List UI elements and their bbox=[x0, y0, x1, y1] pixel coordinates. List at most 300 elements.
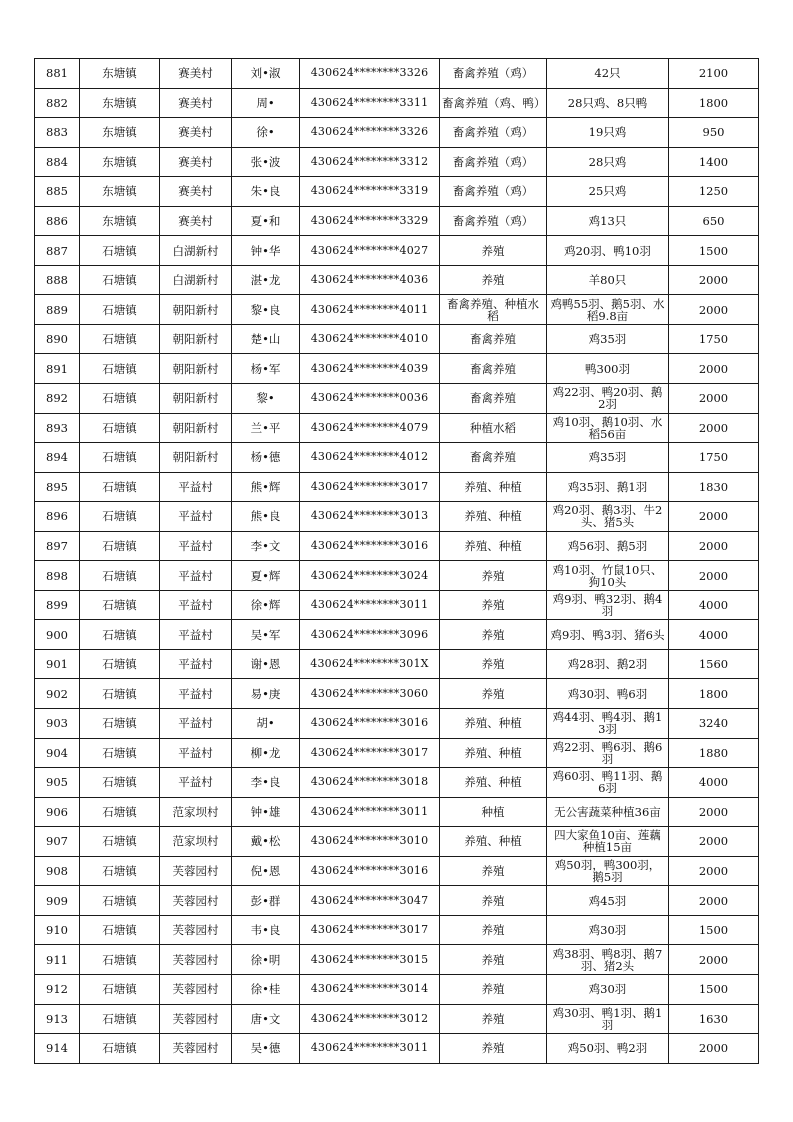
id-number-cell: 430624********0036 bbox=[300, 384, 440, 414]
name-cell: 熊•良 bbox=[232, 502, 300, 532]
name-cell: 易•庚 bbox=[232, 679, 300, 709]
project-type-cell: 养殖、种植 bbox=[440, 502, 547, 532]
project-type-cell: 畜禽养殖 bbox=[440, 384, 547, 414]
scale-cell: 鸡22羽、鸭6羽、鹅6羽 bbox=[547, 738, 669, 768]
name-cell: 夏•辉 bbox=[232, 561, 300, 591]
village-cell: 赛美村 bbox=[160, 88, 232, 118]
project-type-cell: 养殖 bbox=[440, 915, 547, 945]
village-cell: 芙蓉园村 bbox=[160, 1034, 232, 1064]
row-number: 900 bbox=[35, 620, 80, 650]
amount-cell: 2000 bbox=[669, 354, 759, 384]
table-row bbox=[35, 1034, 759, 1064]
table-row bbox=[35, 915, 759, 945]
id-number-cell: 430624********3017 bbox=[300, 915, 440, 945]
project-type-cell: 养殖、种植 bbox=[440, 738, 547, 768]
name-cell: 韦•良 bbox=[232, 915, 300, 945]
town-cell: 石塘镇 bbox=[80, 738, 160, 768]
name-cell: 朱•良 bbox=[232, 177, 300, 207]
id-number-cell: 430624********301X bbox=[300, 649, 440, 679]
id-number-cell: 430624********3012 bbox=[300, 1004, 440, 1034]
row-number: 892 bbox=[35, 384, 80, 414]
town-cell: 石塘镇 bbox=[80, 797, 160, 827]
village-cell: 芙蓉园村 bbox=[160, 945, 232, 975]
name-cell: 熊•辉 bbox=[232, 472, 300, 502]
row-number: 912 bbox=[35, 974, 80, 1004]
amount-cell: 2000 bbox=[669, 886, 759, 916]
amount-cell: 1750 bbox=[669, 443, 759, 473]
name-cell: 黎•良 bbox=[232, 295, 300, 325]
village-cell: 芙蓉园村 bbox=[160, 974, 232, 1004]
village-cell: 平益村 bbox=[160, 561, 232, 591]
town-cell: 石塘镇 bbox=[80, 915, 160, 945]
town-cell: 石塘镇 bbox=[80, 324, 160, 354]
village-cell: 平益村 bbox=[160, 768, 232, 798]
amount-cell: 2000 bbox=[669, 384, 759, 414]
id-number-cell: 430624********4027 bbox=[300, 236, 440, 266]
scale-cell: 鸡9羽、鸭3羽、猪6头 bbox=[547, 620, 669, 650]
row-number: 904 bbox=[35, 738, 80, 768]
id-number-cell: 430624********3011 bbox=[300, 590, 440, 620]
name-cell: 周• bbox=[232, 88, 300, 118]
table-row bbox=[35, 236, 759, 266]
id-number-cell: 430624********3329 bbox=[300, 206, 440, 236]
id-number-cell: 430624********4079 bbox=[300, 413, 440, 443]
project-type-cell: 养殖 bbox=[440, 886, 547, 916]
name-cell: 倪•恩 bbox=[232, 856, 300, 886]
id-number-cell: 430624********4036 bbox=[300, 265, 440, 295]
row-number: 890 bbox=[35, 324, 80, 354]
village-cell: 朝阳新村 bbox=[160, 295, 232, 325]
scale-cell: 羊80只 bbox=[547, 265, 669, 295]
id-number-cell: 430624********3319 bbox=[300, 177, 440, 207]
project-type-cell: 种植 bbox=[440, 797, 547, 827]
village-cell: 芙蓉园村 bbox=[160, 915, 232, 945]
name-cell: 杨•德 bbox=[232, 443, 300, 473]
village-cell: 朝阳新村 bbox=[160, 324, 232, 354]
town-cell: 石塘镇 bbox=[80, 561, 160, 591]
table-row bbox=[35, 620, 759, 650]
scale-cell: 鸡50羽，鸭300羽，鹅5羽 bbox=[547, 856, 669, 886]
amount-cell: 1500 bbox=[669, 236, 759, 266]
village-cell: 赛美村 bbox=[160, 147, 232, 177]
row-number: 887 bbox=[35, 236, 80, 266]
row-number: 882 bbox=[35, 88, 80, 118]
table-row bbox=[35, 679, 759, 709]
amount-cell: 1500 bbox=[669, 915, 759, 945]
town-cell: 石塘镇 bbox=[80, 236, 160, 266]
table-row bbox=[35, 88, 759, 118]
scale-cell: 28只鸡 bbox=[547, 147, 669, 177]
name-cell: 戴•松 bbox=[232, 827, 300, 857]
row-number: 884 bbox=[35, 147, 80, 177]
town-cell: 石塘镇 bbox=[80, 856, 160, 886]
id-number-cell: 430624********3013 bbox=[300, 502, 440, 532]
row-number: 914 bbox=[35, 1034, 80, 1064]
table-row bbox=[35, 443, 759, 473]
amount-cell: 2000 bbox=[669, 413, 759, 443]
id-number-cell: 430624********3024 bbox=[300, 561, 440, 591]
amount-cell: 2000 bbox=[669, 561, 759, 591]
table-body bbox=[35, 59, 759, 1064]
amount-cell: 3240 bbox=[669, 709, 759, 739]
id-number-cell: 430624********3014 bbox=[300, 974, 440, 1004]
village-cell: 朝阳新村 bbox=[160, 413, 232, 443]
table-row bbox=[35, 649, 759, 679]
id-number-cell: 430624********3016 bbox=[300, 856, 440, 886]
table-row bbox=[35, 384, 759, 414]
village-cell: 白湖新村 bbox=[160, 236, 232, 266]
name-cell: 夏•和 bbox=[232, 206, 300, 236]
project-type-cell: 养殖 bbox=[440, 561, 547, 591]
scale-cell: 鸭300羽 bbox=[547, 354, 669, 384]
id-number-cell: 430624********3060 bbox=[300, 679, 440, 709]
scale-cell: 25只鸡 bbox=[547, 177, 669, 207]
town-cell: 石塘镇 bbox=[80, 768, 160, 798]
amount-cell: 2000 bbox=[669, 827, 759, 857]
table-row bbox=[35, 472, 759, 502]
row-number: 881 bbox=[35, 59, 80, 89]
table-row bbox=[35, 177, 759, 207]
name-cell: 钟•雄 bbox=[232, 797, 300, 827]
row-number: 908 bbox=[35, 856, 80, 886]
amount-cell: 1750 bbox=[669, 324, 759, 354]
row-number: 898 bbox=[35, 561, 80, 591]
amount-cell: 2000 bbox=[669, 945, 759, 975]
id-number-cell: 430624********3017 bbox=[300, 472, 440, 502]
table-row bbox=[35, 118, 759, 148]
table-row bbox=[35, 738, 759, 768]
project-type-cell: 畜禽养殖（鸡） bbox=[440, 206, 547, 236]
subsidy-table bbox=[34, 58, 759, 1064]
scale-cell: 鸡9羽、鸭32羽、鹅4羽 bbox=[547, 590, 669, 620]
project-type-cell: 畜禽养殖（鸡） bbox=[440, 118, 547, 148]
town-cell: 石塘镇 bbox=[80, 295, 160, 325]
row-number: 894 bbox=[35, 443, 80, 473]
id-number-cell: 430624********3047 bbox=[300, 886, 440, 916]
town-cell: 石塘镇 bbox=[80, 709, 160, 739]
row-number: 889 bbox=[35, 295, 80, 325]
row-number: 903 bbox=[35, 709, 80, 739]
town-cell: 东塘镇 bbox=[80, 147, 160, 177]
table-row bbox=[35, 709, 759, 739]
table-row bbox=[35, 1004, 759, 1034]
village-cell: 平益村 bbox=[160, 531, 232, 561]
village-cell: 平益村 bbox=[160, 709, 232, 739]
amount-cell: 1560 bbox=[669, 649, 759, 679]
table-row bbox=[35, 413, 759, 443]
village-cell: 平益村 bbox=[160, 620, 232, 650]
table-row bbox=[35, 295, 759, 325]
amount-cell: 2000 bbox=[669, 856, 759, 886]
scale-cell: 28只鸡、8只鸭 bbox=[547, 88, 669, 118]
amount-cell: 1400 bbox=[669, 147, 759, 177]
id-number-cell: 430624********3326 bbox=[300, 118, 440, 148]
scale-cell: 鸡鸭55羽、鹅5羽、水稻9.8亩 bbox=[547, 295, 669, 325]
project-type-cell: 畜禽养殖 bbox=[440, 324, 547, 354]
scale-cell: 鸡22羽、鸭20羽、鹅2羽 bbox=[547, 384, 669, 414]
table-row bbox=[35, 945, 759, 975]
table-row bbox=[35, 768, 759, 798]
scale-cell: 四大家鱼10亩、莲藕种植15亩 bbox=[547, 827, 669, 857]
amount-cell: 4000 bbox=[669, 620, 759, 650]
table-row bbox=[35, 324, 759, 354]
village-cell: 赛美村 bbox=[160, 177, 232, 207]
project-type-cell: 养殖 bbox=[440, 1034, 547, 1064]
row-number: 888 bbox=[35, 265, 80, 295]
name-cell: 徐•桂 bbox=[232, 974, 300, 1004]
town-cell: 石塘镇 bbox=[80, 502, 160, 532]
project-type-cell: 种植水稻 bbox=[440, 413, 547, 443]
row-number: 905 bbox=[35, 768, 80, 798]
id-number-cell: 430624********3011 bbox=[300, 1034, 440, 1064]
scale-cell: 鸡30羽 bbox=[547, 915, 669, 945]
project-type-cell: 养殖 bbox=[440, 945, 547, 975]
row-number: 910 bbox=[35, 915, 80, 945]
project-type-cell: 养殖 bbox=[440, 1004, 547, 1034]
amount-cell: 650 bbox=[669, 206, 759, 236]
town-cell: 东塘镇 bbox=[80, 88, 160, 118]
id-number-cell: 430624********3010 bbox=[300, 827, 440, 857]
scale-cell: 鸡10羽、竹鼠10只、狗10头 bbox=[547, 561, 669, 591]
village-cell: 芙蓉园村 bbox=[160, 886, 232, 916]
row-number: 913 bbox=[35, 1004, 80, 1034]
id-number-cell: 430624********3017 bbox=[300, 738, 440, 768]
scale-cell: 鸡60羽、鸭11羽、鹅6羽 bbox=[547, 768, 669, 798]
name-cell: 徐• bbox=[232, 118, 300, 148]
town-cell: 石塘镇 bbox=[80, 354, 160, 384]
row-number: 909 bbox=[35, 886, 80, 916]
amount-cell: 1500 bbox=[669, 974, 759, 1004]
id-number-cell: 430624********3016 bbox=[300, 709, 440, 739]
name-cell: 杨•军 bbox=[232, 354, 300, 384]
village-cell: 赛美村 bbox=[160, 118, 232, 148]
town-cell: 石塘镇 bbox=[80, 1004, 160, 1034]
amount-cell: 1880 bbox=[669, 738, 759, 768]
town-cell: 东塘镇 bbox=[80, 177, 160, 207]
table-row bbox=[35, 206, 759, 236]
row-number: 885 bbox=[35, 177, 80, 207]
project-type-cell: 养殖 bbox=[440, 265, 547, 295]
id-number-cell: 430624********4011 bbox=[300, 295, 440, 325]
town-cell: 东塘镇 bbox=[80, 118, 160, 148]
amount-cell: 2000 bbox=[669, 502, 759, 532]
project-type-cell: 畜禽养殖（鸡） bbox=[440, 177, 547, 207]
village-cell: 赛美村 bbox=[160, 59, 232, 89]
scale-cell: 鸡50羽、鸭2羽 bbox=[547, 1034, 669, 1064]
id-number-cell: 430624********3011 bbox=[300, 797, 440, 827]
project-type-cell: 养殖 bbox=[440, 236, 547, 266]
village-cell: 平益村 bbox=[160, 502, 232, 532]
village-cell: 范家坝村 bbox=[160, 827, 232, 857]
table-row bbox=[35, 59, 759, 89]
table-row bbox=[35, 590, 759, 620]
row-number: 897 bbox=[35, 531, 80, 561]
row-number: 911 bbox=[35, 945, 80, 975]
id-number-cell: 430624********3015 bbox=[300, 945, 440, 975]
scale-cell: 鸡20羽、鹅3羽、牛2头、猪5头 bbox=[547, 502, 669, 532]
project-type-cell: 养殖 bbox=[440, 649, 547, 679]
name-cell: 柳•龙 bbox=[232, 738, 300, 768]
id-number-cell: 430624********4039 bbox=[300, 354, 440, 384]
scale-cell: 鸡13只 bbox=[547, 206, 669, 236]
name-cell: 湛•龙 bbox=[232, 265, 300, 295]
town-cell: 石塘镇 bbox=[80, 531, 160, 561]
village-cell: 芙蓉园村 bbox=[160, 1004, 232, 1034]
name-cell: 李•文 bbox=[232, 531, 300, 561]
name-cell: 彭•群 bbox=[232, 886, 300, 916]
table-row bbox=[35, 531, 759, 561]
scale-cell: 无公害蔬菜种植36亩 bbox=[547, 797, 669, 827]
town-cell: 石塘镇 bbox=[80, 443, 160, 473]
name-cell: 胡• bbox=[232, 709, 300, 739]
table-row bbox=[35, 561, 759, 591]
scale-cell: 鸡35羽、鹅1羽 bbox=[547, 472, 669, 502]
project-type-cell: 养殖 bbox=[440, 679, 547, 709]
name-cell: 徐•明 bbox=[232, 945, 300, 975]
table-row bbox=[35, 797, 759, 827]
project-type-cell: 养殖、种植 bbox=[440, 531, 547, 561]
scale-cell: 鸡56羽、鹅5羽 bbox=[547, 531, 669, 561]
name-cell: 吴•军 bbox=[232, 620, 300, 650]
amount-cell: 1800 bbox=[669, 679, 759, 709]
scale-cell: 19只鸡 bbox=[547, 118, 669, 148]
town-cell: 石塘镇 bbox=[80, 384, 160, 414]
project-type-cell: 养殖、种植 bbox=[440, 827, 547, 857]
scale-cell: 鸡45羽 bbox=[547, 886, 669, 916]
row-number: 893 bbox=[35, 413, 80, 443]
amount-cell: 4000 bbox=[669, 768, 759, 798]
project-type-cell: 畜禽养殖（鸡、鸭） bbox=[440, 88, 547, 118]
village-cell: 朝阳新村 bbox=[160, 354, 232, 384]
project-type-cell: 养殖、种植 bbox=[440, 472, 547, 502]
project-type-cell: 畜禽养殖 bbox=[440, 354, 547, 384]
id-number-cell: 430624********3312 bbox=[300, 147, 440, 177]
town-cell: 石塘镇 bbox=[80, 649, 160, 679]
amount-cell: 2100 bbox=[669, 59, 759, 89]
scale-cell: 鸡30羽、鸭1羽、鹅1羽 bbox=[547, 1004, 669, 1034]
table-row bbox=[35, 974, 759, 1004]
village-cell: 赛美村 bbox=[160, 206, 232, 236]
village-cell: 平益村 bbox=[160, 738, 232, 768]
amount-cell: 2000 bbox=[669, 531, 759, 561]
town-cell: 石塘镇 bbox=[80, 945, 160, 975]
town-cell: 石塘镇 bbox=[80, 620, 160, 650]
row-number: 883 bbox=[35, 118, 80, 148]
row-number: 906 bbox=[35, 797, 80, 827]
amount-cell: 950 bbox=[669, 118, 759, 148]
town-cell: 石塘镇 bbox=[80, 265, 160, 295]
town-cell: 石塘镇 bbox=[80, 590, 160, 620]
project-type-cell: 畜禽养殖（鸡） bbox=[440, 59, 547, 89]
name-cell: 黎• bbox=[232, 384, 300, 414]
project-type-cell: 畜禽养殖（鸡） bbox=[440, 147, 547, 177]
village-cell: 白湖新村 bbox=[160, 265, 232, 295]
table-row bbox=[35, 856, 759, 886]
id-number-cell: 430624********4012 bbox=[300, 443, 440, 473]
row-number: 896 bbox=[35, 502, 80, 532]
name-cell: 谢•恩 bbox=[232, 649, 300, 679]
amount-cell: 1250 bbox=[669, 177, 759, 207]
town-cell: 东塘镇 bbox=[80, 206, 160, 236]
project-type-cell: 养殖 bbox=[440, 974, 547, 1004]
town-cell: 石塘镇 bbox=[80, 886, 160, 916]
row-number: 891 bbox=[35, 354, 80, 384]
table-row bbox=[35, 886, 759, 916]
scale-cell: 鸡35羽 bbox=[547, 443, 669, 473]
project-type-cell: 养殖 bbox=[440, 856, 547, 886]
scale-cell: 鸡30羽 bbox=[547, 974, 669, 1004]
project-type-cell: 养殖、种植 bbox=[440, 709, 547, 739]
id-number-cell: 430624********3326 bbox=[300, 59, 440, 89]
id-number-cell: 430624********3018 bbox=[300, 768, 440, 798]
amount-cell: 2000 bbox=[669, 295, 759, 325]
row-number: 886 bbox=[35, 206, 80, 236]
town-cell: 石塘镇 bbox=[80, 974, 160, 1004]
scale-cell: 鸡44羽、鸭4羽、鹅13羽 bbox=[547, 709, 669, 739]
scale-cell: 鸡38羽、鸭8羽、鹅7羽、猪2头 bbox=[547, 945, 669, 975]
amount-cell: 2000 bbox=[669, 797, 759, 827]
amount-cell: 4000 bbox=[669, 590, 759, 620]
amount-cell: 2000 bbox=[669, 1034, 759, 1064]
amount-cell: 1830 bbox=[669, 472, 759, 502]
name-cell: 楚•山 bbox=[232, 324, 300, 354]
name-cell: 李•良 bbox=[232, 768, 300, 798]
name-cell: 张•波 bbox=[232, 147, 300, 177]
row-number: 902 bbox=[35, 679, 80, 709]
scale-cell: 42只 bbox=[547, 59, 669, 89]
scale-cell: 鸡35羽 bbox=[547, 324, 669, 354]
id-number-cell: 430624********4010 bbox=[300, 324, 440, 354]
name-cell: 钟•华 bbox=[232, 236, 300, 266]
id-number-cell: 430624********3016 bbox=[300, 531, 440, 561]
name-cell: 徐•辉 bbox=[232, 590, 300, 620]
town-cell: 石塘镇 bbox=[80, 679, 160, 709]
town-cell: 东塘镇 bbox=[80, 59, 160, 89]
village-cell: 平益村 bbox=[160, 679, 232, 709]
scale-cell: 鸡28羽、鹅2羽 bbox=[547, 649, 669, 679]
project-type-cell: 养殖、种植 bbox=[440, 768, 547, 798]
village-cell: 芙蓉园村 bbox=[160, 856, 232, 886]
amount-cell: 1800 bbox=[669, 88, 759, 118]
amount-cell: 2000 bbox=[669, 265, 759, 295]
village-cell: 朝阳新村 bbox=[160, 443, 232, 473]
name-cell: 吴•德 bbox=[232, 1034, 300, 1064]
id-number-cell: 430624********3311 bbox=[300, 88, 440, 118]
row-number: 901 bbox=[35, 649, 80, 679]
scale-cell: 鸡10羽、鹅10羽、水稻56亩 bbox=[547, 413, 669, 443]
village-cell: 平益村 bbox=[160, 472, 232, 502]
row-number: 907 bbox=[35, 827, 80, 857]
village-cell: 平益村 bbox=[160, 590, 232, 620]
amount-cell: 1630 bbox=[669, 1004, 759, 1034]
scale-cell: 鸡20羽、鸭10羽 bbox=[547, 236, 669, 266]
project-type-cell: 养殖 bbox=[440, 590, 547, 620]
project-type-cell: 养殖 bbox=[440, 620, 547, 650]
project-type-cell: 畜禽养殖、种植水稻 bbox=[440, 295, 547, 325]
name-cell: 唐•文 bbox=[232, 1004, 300, 1034]
table-row bbox=[35, 354, 759, 384]
town-cell: 石塘镇 bbox=[80, 472, 160, 502]
name-cell: 兰•平 bbox=[232, 413, 300, 443]
town-cell: 石塘镇 bbox=[80, 1034, 160, 1064]
row-number: 899 bbox=[35, 590, 80, 620]
row-number: 895 bbox=[35, 472, 80, 502]
village-cell: 朝阳新村 bbox=[160, 384, 232, 414]
town-cell: 石塘镇 bbox=[80, 413, 160, 443]
table-row bbox=[35, 827, 759, 857]
project-type-cell: 畜禽养殖 bbox=[440, 443, 547, 473]
village-cell: 范家坝村 bbox=[160, 797, 232, 827]
